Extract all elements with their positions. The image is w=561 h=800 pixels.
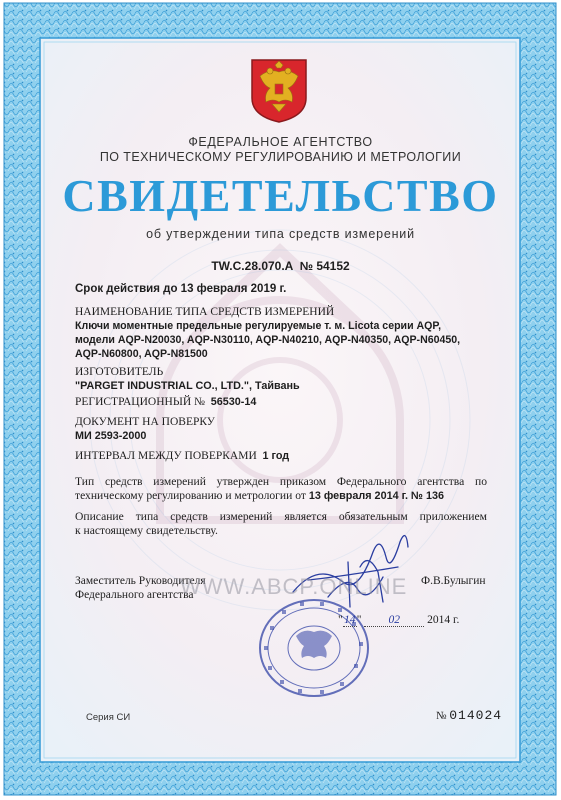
agency-name-line2: ПО ТЕХНИЧЕСКОМУ РЕГУЛИРОВАНИЮ И МЕТРОЛОГИИ	[99, 150, 462, 164]
registration-line	[75, 396, 256, 408]
description-line2: к настоящему свидетельству.	[75, 524, 218, 537]
certificate-number: 54152	[316, 259, 350, 273]
instrument-name-line2: модели AQP-N20030, AQP-N30110, AQP-N40210, AQP-N40350, AQP-N60450,	[75, 334, 461, 346]
verification-doc-label: ДОКУМЕНТ НА ПОВЕРКУ	[75, 416, 215, 428]
date-line	[338, 614, 459, 627]
description-line1: Описание типа средств измерений является обязательным приложением	[75, 510, 487, 523]
certificate-title: СВИДЕТЕЛЬСТВО	[62, 170, 499, 221]
serial-number-label: №	[436, 710, 447, 722]
approval-order-number: № 136	[410, 490, 444, 502]
registration-number: 56530-14	[210, 396, 257, 408]
signatory-name: Ф.В.Булыгин	[421, 575, 486, 587]
watermark: WWW.ABCP.ONLINE	[180, 574, 408, 599]
date-quote-close: "	[356, 614, 362, 626]
instrument-label: НАИМЕНОВАНИЕ ТИПА СРЕДСТВ ИЗМЕРЕНИЙ	[75, 306, 335, 318]
approval-line1: Тип средств измерений утвержден приказом Федерального агентства по	[75, 475, 487, 488]
approval-line2	[75, 489, 444, 502]
interval-label: ИНТЕРВАЛ МЕЖДУ ПОВЕРКАМИ	[75, 450, 257, 462]
series-label: Серия СИ	[86, 712, 131, 723]
date-day: 14	[343, 614, 356, 626]
instrument-name-line3: AQP-N60800, AQP-N81500	[75, 348, 208, 360]
serial-number-value: 014024	[449, 708, 503, 723]
certificate-number-line	[0, 259, 561, 273]
date-month: 02	[364, 614, 424, 627]
registration-label: РЕГИСТРАЦИОННЫЙ №	[75, 396, 206, 408]
validity-label: Срок действия до	[75, 283, 178, 295]
official-round-stamp-icon	[256, 596, 372, 700]
certificate-number-label: №	[299, 259, 313, 273]
serial-number	[436, 708, 502, 723]
certificate-code: TW.C.28.070.A	[211, 259, 293, 273]
date-year: 2014 г.	[427, 614, 460, 626]
validity-line	[75, 283, 286, 295]
manufacturer-label: ИЗГОТОВИТЕЛЬ	[75, 366, 164, 378]
interval-value: 1 год	[262, 450, 290, 462]
approval-date: 13 февраля 2014 г.	[308, 490, 408, 502]
verification-doc-value: МИ 2593-2000	[75, 430, 147, 442]
double-headed-eagle-emblem-icon	[248, 58, 310, 124]
certificate-subtitle: об утверждении типа средств измерений	[146, 227, 415, 241]
manufacturer-value: "PARGET INDUSTRIAL CO., LTD.", Тайвань	[75, 380, 300, 392]
validity-date: 13 февраля 2019 г.	[180, 283, 287, 295]
signatory-title-line2: Федерального агентства	[75, 589, 194, 601]
approval-text: техническому регулированию и метрологии от	[75, 489, 306, 502]
instrument-name-line1: Ключи моментные предельные регулируемые т. м. Licota серии AQP,	[75, 320, 442, 332]
interval-line	[75, 450, 289, 462]
date-quote-open: "	[338, 614, 343, 626]
signatory-title-line1: Заместитель Руководителя	[75, 575, 206, 587]
agency-name-line1: ФЕДЕРАЛЬНОЕ АГЕНТСТВО	[188, 135, 373, 149]
